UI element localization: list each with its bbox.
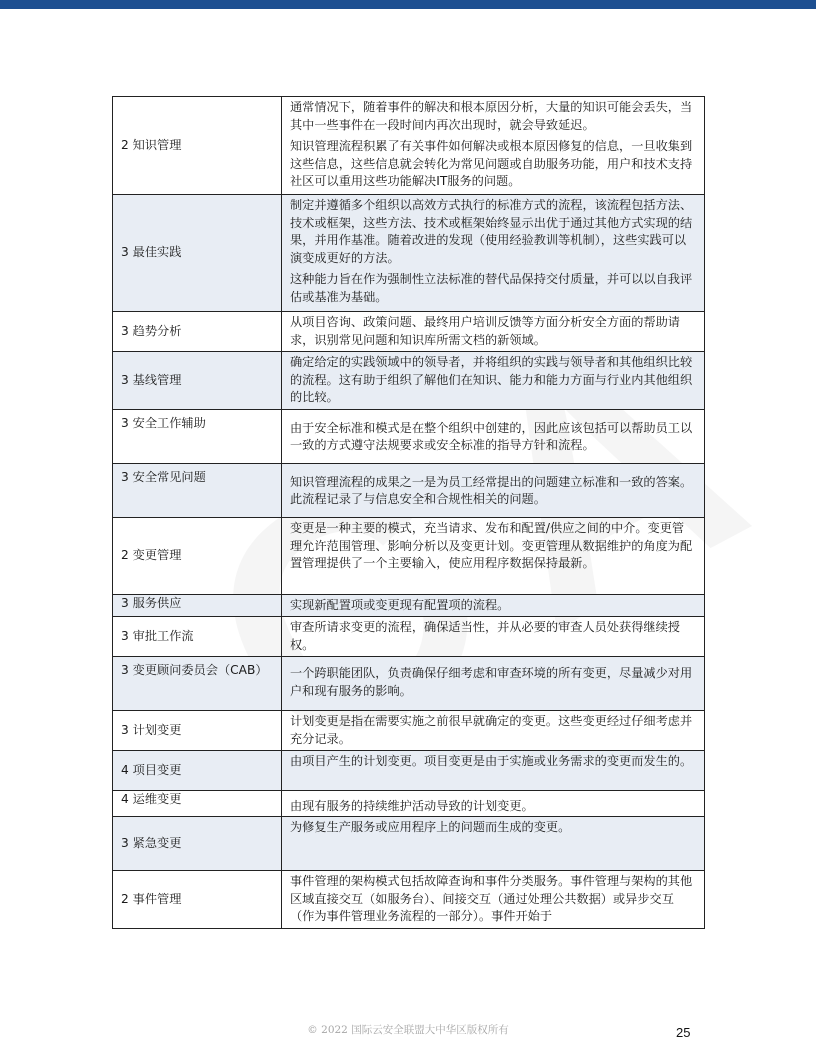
table-row [113, 97, 705, 195]
capability-name: 3 趋势分析 [113, 312, 282, 352]
capability-description: 知识管理流程的成果之一是为员工经常提出的问题建立标准和一致的答案。此流程记录了与信息安全和合规性相关的问题。 [282, 464, 705, 518]
capability-description: 由项目产生的计划变更。项目变更是由于实施或业务需求的变更而发生的。 [282, 751, 705, 791]
capability-name: 3 紧急变更 [113, 817, 282, 871]
capability-description: 为修复生产服务或应用程序上的问题而生成的变更。 [282, 817, 705, 871]
capability-table [112, 96, 705, 929]
table-row [113, 751, 705, 791]
page-number: 25 [676, 1025, 691, 1040]
table-row [113, 195, 705, 312]
capability-name: 3 计划变更 [113, 711, 282, 751]
capability-name: 3 安全常见问题 [113, 464, 282, 518]
header-accent-bar [0, 0, 816, 9]
table-row [113, 617, 705, 657]
capability-description: 由于安全标准和模式是在整个组织中创建的，因此应该包括可以帮助员工以一致的方式遵守法规要求或安全标准的指导方针和流程。 [282, 410, 705, 464]
table-row [113, 518, 705, 595]
capability-description: 计划变更是指在需要实施之前很早就确定的变更。这些变更经过仔细考虑并充分记录。 [282, 711, 705, 751]
table-row [113, 817, 705, 871]
capability-description: 变更是一种主要的模式，充当请求、发布和配置/供应之间的中介。变更管理允许范围管理、影响分析以及变更计划。变更管理从数据维护的角度为配置管理提供了一个主要输入，使应用程序数据保持最新。 [282, 518, 705, 595]
capability-name: 3 服务供应 [113, 595, 282, 617]
table-row [113, 464, 705, 518]
capability-description: 从项目咨询、政策问题、最终用户培训反馈等方面分析安全方面的帮助请求，识别常见问题和知识库所需文档的新领域。 [282, 312, 705, 352]
capability-description: 确定给定的实践领域中的领导者，并将组织的实践与领导者和其他组织比较的流程。这有助于组织了解他们在知识、能力和能力方面与行业内其他组织的比较。 [282, 352, 705, 410]
table-row [113, 657, 705, 711]
capability-description: 事件管理的架构模式包括故障查询和事件分类服务。事件管理与架构的其他区域直接交互（如服务台）、间接交互（通过处理公共数据）或异步交互（作为事件管理业务流程的一部分）。事件开始于 [282, 871, 705, 929]
capability-name: 2 变更管理 [113, 518, 282, 595]
table-row [113, 711, 705, 751]
capability-name: 3 安全工作辅助 [113, 410, 282, 464]
table-row [113, 595, 705, 617]
capability-name: 2 事件管理 [113, 871, 282, 929]
capability-description: 制定并遵循多个组织以高效方式执行的标准方式的流程，该流程包括方法、技术或框架，这些方法、技术或框架始终显示出优于通过其他方式实现的结果，并用作基准。随着改进的发现（使用经验教训等机制），这些实践可以演变成更好的方法。 这种能力旨在作为强制性立法标准的替代品保持交付质量，并可以以自我评估或基准为基础。 [282, 195, 705, 312]
table-row [113, 410, 705, 464]
capability-name: 3 基线管理 [113, 352, 282, 410]
table-row [113, 871, 705, 929]
capability-description: 通常情况下，随着事件的解决和根本原因分析，大量的知识可能会丢失，当其中一些事件在一段时间内再次出现时，就会导致延迟。 知识管理流程积累了有关事件如何解决或根本原因修复的信息，一旦收集到这些信息，这些信息就会转化为常见问题或自助服务功能，用户和技术支持社区可以重用这些功能解决IT服务的问题。 [282, 97, 705, 195]
table-row [113, 791, 705, 817]
capability-description: 审查所请求变更的流程，确保适当性，并从必要的审查人员处获得继续授权。 [282, 617, 705, 657]
capability-description: 一个跨职能团队，负责确保仔细考虑和审查环境的所有变更，尽量减少对用户和现有服务的影响。 [282, 657, 705, 711]
capability-description: 实现新配置项或变更现有配置项的流程。 [282, 595, 705, 617]
capability-name: 4 运维变更 [113, 791, 282, 817]
capability-name: 4 项目变更 [113, 751, 282, 791]
table-row [113, 352, 705, 410]
capability-name: 3 变更顾问委员会（CAB） [113, 657, 282, 711]
capability-name: 2 知识管理 [113, 97, 282, 195]
capability-description: 由现有服务的持续维护活动导致的计划变更。 [282, 791, 705, 817]
capability-name: 3 审批工作流 [113, 617, 282, 657]
table-row [113, 312, 705, 352]
copyright-footer: © 2022 国际云安全联盟大中华区版权所有 [307, 1024, 509, 1036]
capability-name: 3 最佳实践 [113, 195, 282, 312]
